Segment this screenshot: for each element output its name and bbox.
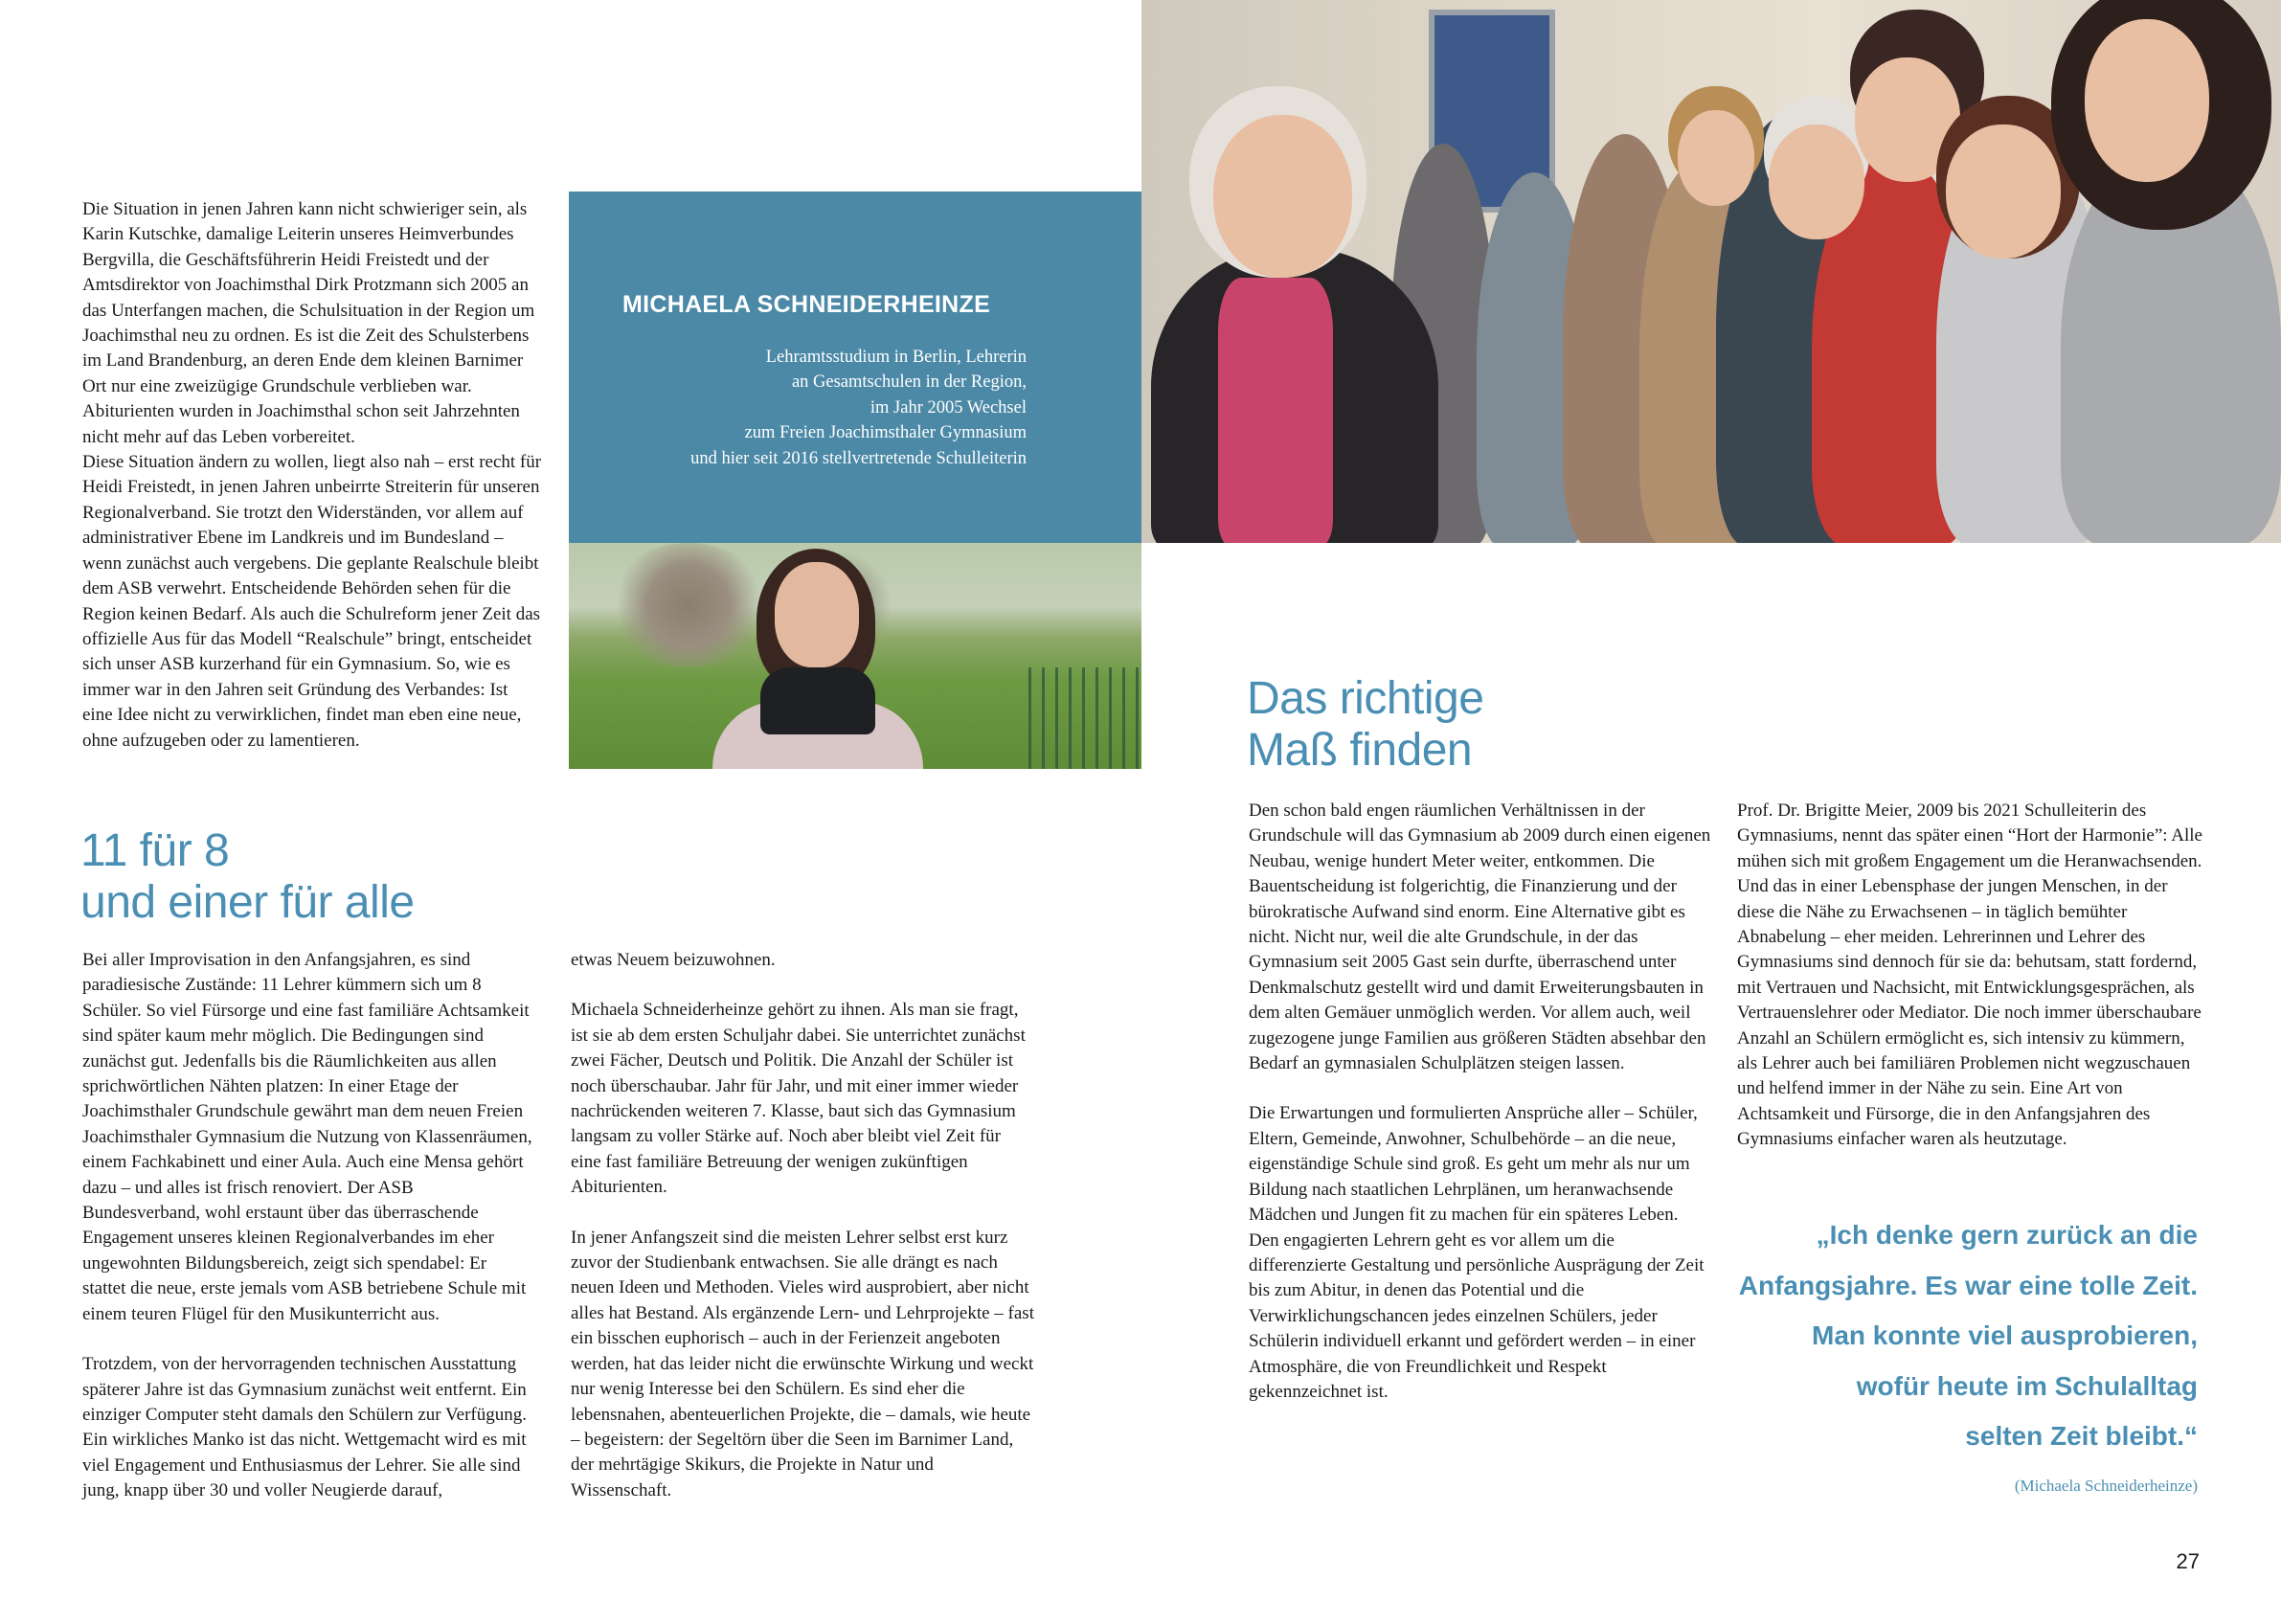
pull-quote [1700, 1210, 2198, 1462]
profile-line: zum Freien Joachimsthaler Gymnasium [744, 423, 1027, 443]
section-heading-11-fuer-8: 11 für 8 und einer für alle [80, 825, 415, 928]
paragraph: Prof. Dr. Brigitte Meier, 2009 bis 2021 Schulleiterin des Gymnasiums, nennt das später einen “Hort der Harmonie”: Alle mühen sich mit großem Engagement um die Heranwachsenden. Und das in einer Lebensphase der jungen Menschen, in der diese die Nähe zu Erwachsenen – in täglich bemühter Abnabelung – eher meiden. Lehrerinnen und Lehrer des Gymnasiums sind dennoch für sie da: behutsam, statt fordernd, mit Vertrauen und Nachsicht, mit Entwicklungsgesprächen, als Vertrauenslehrer oder Mediator. Die noch immer überschaubare Anzahl an Schülern ermöglicht es, sich intensiv zu kümmern, als Lehrer auch bei familiären Problemen nicht wegzuschauen und helfend immer in der Nähe zu sein. Eine Art von Achtsamkeit und Fürsorge, die in den Anfangsjahren des Gymnasiums einfacher waren als heutzutage. [1737, 801, 2202, 1150]
intro-paragraph-1: Die Situation in jenen Jahren kann nicht schwieriger sein, als Karin Kutschke, damalige Leiterin unseres Heimverbundes Bergvilla, die Geschäftsführerin Heidi Freistedt und der Amtsdirektor von Joachimsthal Dirk Protzmann sich 2005 an das Unterfangen machen, die Schulsituation in der Region um Joachimsthal neu zu ordnen. Es ist die Zeit des Schulsterbens im Land Brandenburg, an deren Ende dem kleinen Barnimer Ort nur eine zweizügige Grundschule verblieben war. Abiturienten wurden in Joachimsthal schon seit Jahrzehnten nicht mehr auf das Leben vorbereitet. [82, 199, 535, 447]
paragraph: Den schon bald engen räumlichen Verhältnissen in der Grundschule will das Gymnasium ab 2009 durch einen eigenen Neubau, wenige hundert Meter weiter, entkommen. Die Bauentscheidung ist folgerichtig, die Finanzierung und der bürokratische Aufwand sind enorm. Eine Alternative gibt es nicht. Nicht nur, weil die alte Grundschule, in der das Gymnasium seit 2005 Gast sein durfte, überraschend unter Denkmalschutz gestellt wird und damit Erweiterungsbauten in dem alten Gemäuer unmöglich werden. Vor allem auch, weil zugezogene junge Familien aus größeren Städten absehbar den Bedarf an gymnasialen Schulplätzen steigen lassen. [1249, 801, 1711, 1074]
group-photo [1141, 0, 2281, 543]
profile-name: MICHAELA SCHNEIDERHEINZE [622, 291, 991, 318]
intro-column [82, 197, 542, 754]
profile-line: im Jahr 2005 Wechsel [869, 397, 1027, 417]
profile-line: und hier seit 2016 stellvertretende Schulleiterin [690, 448, 1027, 468]
profile-line: an Gesamtschulen in der Region, [791, 372, 1027, 393]
quote-line: Man konnte viel ausprobieren, [1812, 1320, 2198, 1350]
section-heading-mass-finden: Das richtige Maß finden [1247, 673, 1484, 776]
profile-description [576, 345, 1027, 471]
page-number: 27 [2176, 1549, 2200, 1573]
section2-column-1 [1249, 799, 1712, 1405]
profile-info-box [569, 192, 1141, 543]
paragraph: In jener Anfangszeit sind die meisten Lehrer selbst erst kurz zuvor der Studienbank entwachsen. Sie alle drängt es nach neuen Ideen und Methoden. Vieles wird ausprobiert, aber nicht alles hat Bestand. Als ergänzende Lern- und Lehrprojekte – fast ein bisschen euphorisch – auch in der Ferienzeit angeboten werden, hat das leider nicht die erwünschte Wirkung und weckt nur wenig Interesse bei den Schülern. Es sind eher die lebensnahen, abenteuerlichen Projekte, die – damals, wie heute – begeistern: der Segeltörn über die Seen im Barnimer Land, der mehrtägige Skikurs, die Projekte in Natur und Wissenschaft. [571, 1227, 1034, 1500]
paragraph: Bei aller Improvisation in den Anfangsjahren, es sind paradiesische Zustände: 11 Lehrer kümmern sich um 8 Schüler. So viel Fürsorge und eine fast familiäre Achtsamkeit sind später kaum mehr möglich. Die Bedingungen sind zunächst gut. Jedenfalls bis die Räumlichkeiten aus allen sprichwörtlichen Nähten platzen: In einer Etage der Joachimsthaler Grundschule gewährt man dem neuen Freien Joachimsthaler Gymnasium die Nutzung von Klassenräumen, einem Fachkabinett und einer Aula. Auch eine Mensa gehört dazu – und alles ist frisch renoviert. Der ASB Bundesverband, wohl erstaunt über das überraschende Engagement unseres kleinen Regionalverbandes im eher ungewohnten Bildungsbereich, zeigt sich spendabel: Er stattet die neue, erste jemals vom ASB betriebene Schule mit einem teuren Flügel für den Musikunterricht aus. [82, 950, 532, 1324]
quote-line: „Ich denke gern zurück an die [1816, 1220, 2198, 1250]
paragraph: Trotzdem, von der hervorragenden technischen Ausstattung späterer Jahre ist das Gymnasium zunächst weit entfernt. Ein einziger Computer steht damals den Schülern zur Verfügung. Ein wirkliches Manko ist das nicht. Wettgemacht wird es mit viel Engagement und Enthusiasmus der Lehrer. Sie alle sind jung, knapp über 30 und voller Neugierde darauf, [82, 1354, 527, 1501]
profile-line: Lehramtsstudium in Berlin, Lehrerin [765, 348, 1027, 367]
paragraph: Die Erwartungen und formulierten Ansprüche aller – Schüler, Eltern, Gemeinde, Anwohner, Schulbehörde – an die neue, eigenständige Schule sind groß. Es geht um mehr als nur um Bildung nach staatlichen Lehrplänen, um heranwachsende Mädchen und Jungen fit zu machen für ein späteres Leben. Den engagierten Lehrern geht es vor allem um die differenzierte Gestaltung und persönliche Ausprägung der Zeit bis zum Abitur, in denen das Potential und die Verwirklichungschancen jedes einzelnen Schülers, jeder Schülerin individuell erkannt und gefördert werden – in einer Atmosphäre, die von Freundlichkeit und Respekt gekennzeichnet ist. [1249, 1103, 1705, 1402]
intro-paragraph-2: Diese Situation ändern zu wollen, liegt also nah – erst recht für Heidi Freistedt, in jenen Jahren unbeirrte Streiterin für unseren Regionalverband. Sie trotzt den Widerständen, vor allem auf administrativer Ebene im Landkreis und im Bundesland – wenn zunächst auch vergebens. Die geplante Realschule bleibt dem ASB verwehrt. Entscheidende Behörden sehen für die Region keinen Bedarf. Als auch die Schulreform jener Zeit das offizielle Aus für das Modell “Realschule” bringt, entscheidet sich unser ASB kurzerhand für ein Gymnasium. So, wie es immer war in den Jahren seit Gründung des Verbandes: Ist eine Idee nicht zu verwirklichen, findet man eben eine neue, ohne aufzugeben oder zu lamentieren. [82, 452, 542, 751]
quote-source: (Michaela Schneiderheinze) [2014, 1477, 2198, 1495]
section2-column-2 [1737, 799, 2204, 1153]
section1-column-2 [571, 948, 1034, 1503]
section1-column-1 [82, 948, 534, 1504]
quote-line: wofür heute im Schulalltag [1856, 1370, 2198, 1401]
quote-line: selten Zeit bleibt.“ [1965, 1421, 2198, 1451]
quote-line: Anfangsjahre. Es war eine tolle Zeit. [1738, 1270, 2198, 1300]
portrait-photo [569, 543, 1141, 769]
paragraph: Michaela Schneiderheinze gehört zu ihnen. Als man sie fragt, ist sie ab dem ersten Schuljahr dabei. Sie unterrichtet zunächst zwei Fächer, Deutsch und Politik. Die Anzahl der Schüler ist noch überschaubar. Jahr für Jahr, und mit einer immer wieder nachrückenden weiteren 7. Klasse, baut sich das Gymnasium langsam zu voller Stärke auf. Noch aber bleibt viel Zeit für eine fast familiäre Betreuung der wenigen zukünftigen Abiturienten. [571, 1000, 1026, 1198]
paragraph: etwas Neuem beizuwohnen. [571, 950, 776, 970]
